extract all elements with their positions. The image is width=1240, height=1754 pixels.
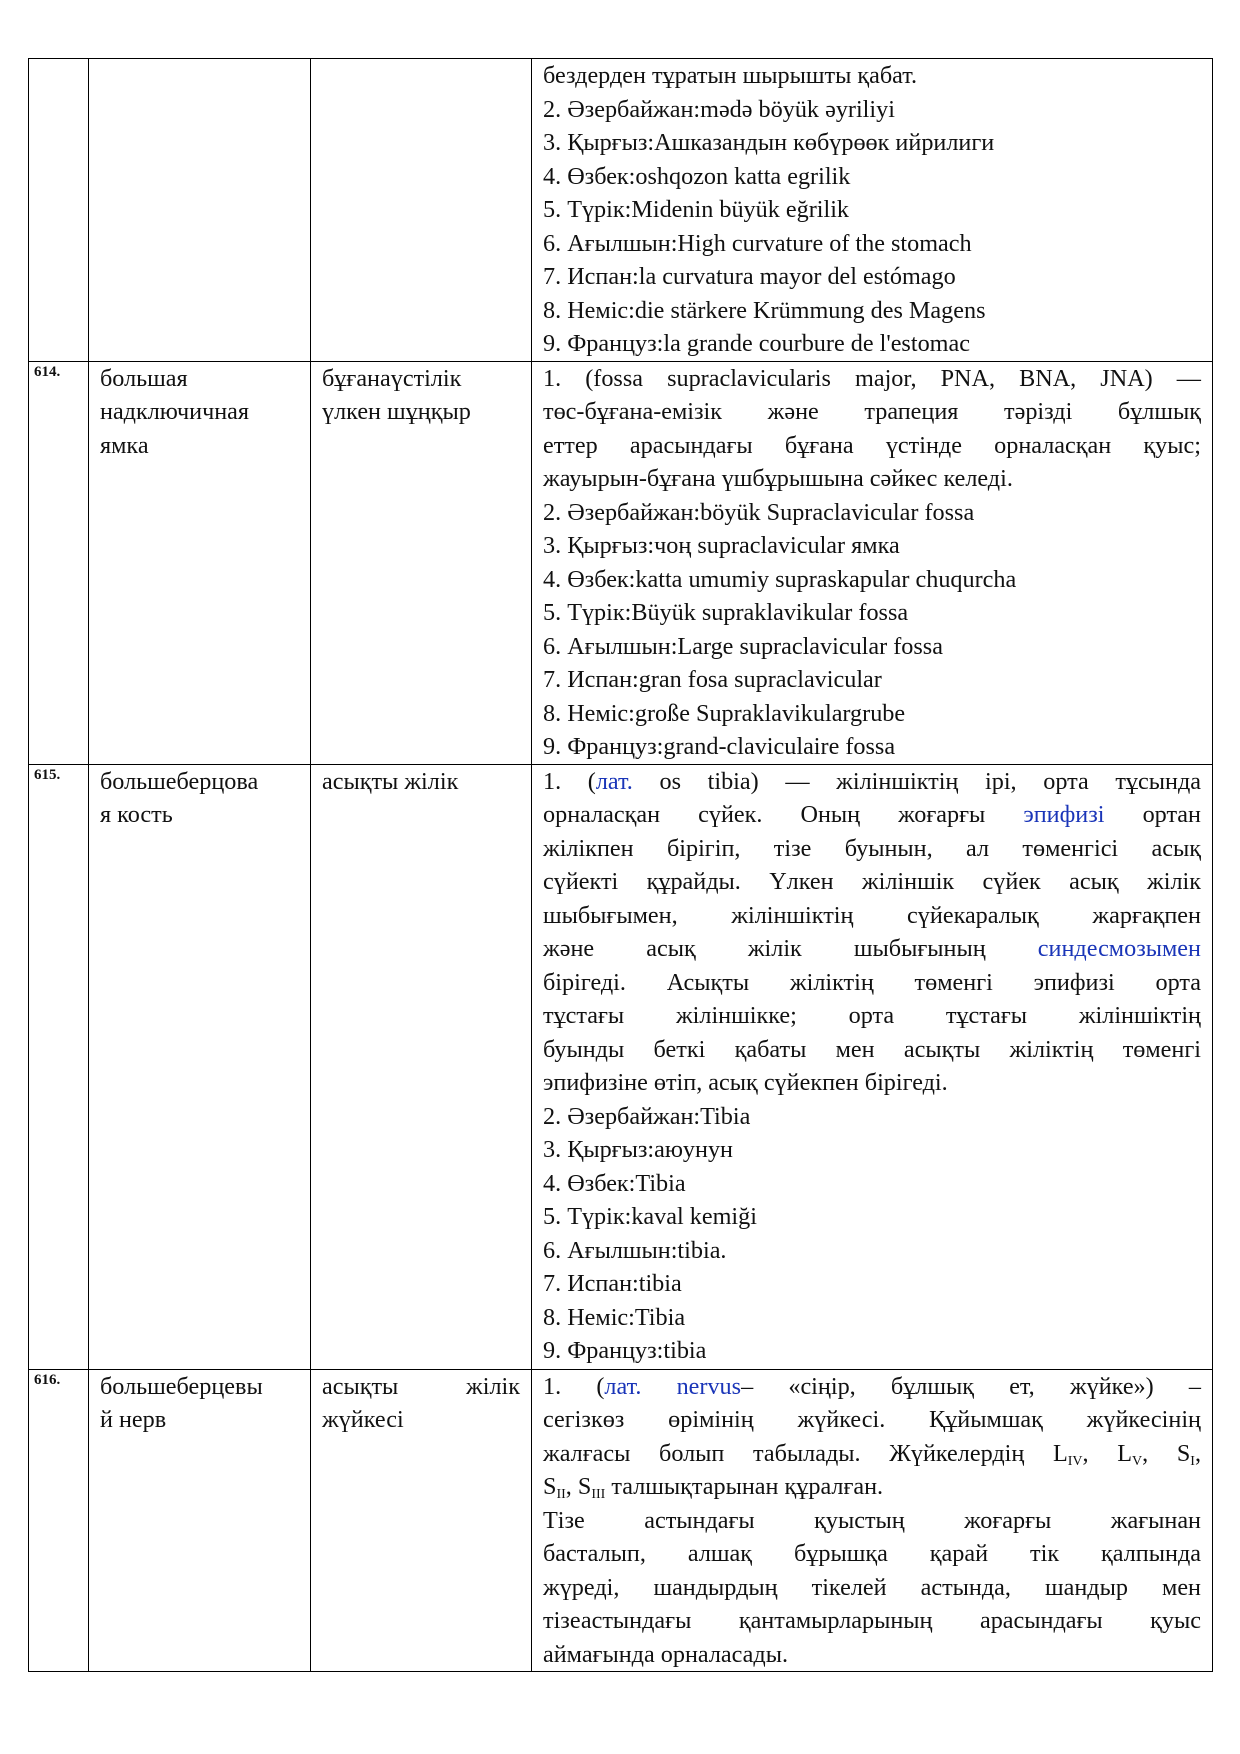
russian-term-line: й нерв <box>100 1406 167 1433</box>
russian-term-cell <box>89 1369 311 1672</box>
definition-line: басталып, алшақ бұрышқа қарай тік қалпында <box>543 1540 1201 1567</box>
russian-term-cell <box>89 361 311 764</box>
definition-line: және асық жілік шыбығының синдесмозымен <box>543 935 1201 962</box>
nervus-link[interactable]: nervus <box>676 1372 742 1400</box>
russian-term-line: большая <box>100 364 188 392</box>
definition-line: төс-бұғана-емізік және трапеция тәрізді бұлшық <box>543 398 1201 425</box>
definition-line: бездерден тұратын шырышты қабат. <box>543 62 918 89</box>
translation-line: 8. Неміс:große Supraklavikulargrube <box>543 699 906 727</box>
translation-line: 5. Түрік:Büyük supraklavikular fossa <box>543 599 909 626</box>
translation-line: 6. Ағылшын:tibia. <box>543 1236 727 1264</box>
translation-line: 8. Неміс:Tibia <box>543 1303 686 1331</box>
definition-line: тізеастындағы қантамырларының арасындағы қуыс <box>543 1607 1201 1634</box>
definition-line: эпифизіне өтіп, асық сүйекпен бірігеді. <box>543 1069 948 1096</box>
russian-term-cell <box>89 59 311 362</box>
table-row <box>29 59 1213 362</box>
translation-line: 3. Қырғыз:аюунун <box>543 1136 733 1163</box>
row-number-cell <box>29 59 89 362</box>
glossary-table <box>28 58 1213 1672</box>
syndesmosis-link[interactable]: синдесмозымен <box>1037 935 1201 962</box>
kazakh-term-cell <box>311 361 532 764</box>
translation-line: 4. Өзбек:oshqozon katta egrilik <box>543 162 851 190</box>
definition-line: сүйекті құрайды. Үлкен жіліншік сүйек асық жілік <box>543 868 1201 895</box>
russian-term-cell <box>89 764 311 1369</box>
translation-line: 3. Қырғыз:чоң supraclavicular ямка <box>543 532 900 559</box>
definition-line: жауырын-бұғана үшбұрышына сәйкес келеді. <box>543 465 1013 492</box>
russian-term-line: я кость <box>100 801 173 828</box>
kazakh-term-line: үлкен шұңқыр <box>322 398 471 425</box>
definition-line: тұстағы жіліншікке; орта тұстағы жіліншіктің <box>543 1002 1201 1029</box>
definition-cell <box>532 1369 1213 1672</box>
definition-line: Тізе астындағы қуыстың жоғарғы жағынан <box>543 1506 1201 1534</box>
translation-line: 9. Француз:grand-claviculaire fossa <box>543 733 896 760</box>
definition-line: жүреді, шандырдың тікелей астында, шандыр мен <box>543 1573 1201 1601</box>
kazakh-term-line: асықты жілік <box>322 767 459 795</box>
kazakh-term-line: бұғанаүстілік <box>322 364 462 392</box>
row-number-cell: 616. <box>29 1369 89 1672</box>
definition-line: буынды беткі қабаты мен асықты жіліктің төменгі <box>543 1035 1201 1063</box>
row-number-cell: 614. <box>29 361 89 764</box>
definition-cell <box>532 59 1213 362</box>
epiphysis-link[interactable]: эпифизі <box>1023 801 1105 828</box>
translation-line: 6. Ағылшын:High curvature of the stomach <box>543 229 972 257</box>
definition-line: шыбығымен, жіліншіктің сүйекаралық жарғақпен <box>543 901 1201 929</box>
latin-abbr-link[interactable]: лат. <box>604 1372 642 1400</box>
definition-line: $S_{II}$, $S_{III}$ талшықтарынан құралған. <box>543 1473 884 1502</box>
translation-line: 2. Әзербайжан:böyük Supraclavicular fossa <box>543 498 975 526</box>
translation-line: 5. Түрік:kaval kemiği <box>543 1203 757 1230</box>
row-number-cell: 615. <box>29 764 89 1369</box>
definition-line: сегізкөз өрімінің жүйкесі. Құйымшақ жүйкесінің <box>543 1406 1201 1433</box>
table-row <box>29 764 1213 1369</box>
kazakh-term-line: асықты жілік <box>322 1372 520 1400</box>
translation-line: 6. Ағылшын:Large supraclavicular fossa <box>543 632 943 660</box>
translation-line: 9. Француз:la grande courbure de l'estomac <box>543 330 970 357</box>
definition-line: 1. (лат. os tibia) — жіліншіктің ірі, орта тұсында <box>543 767 1201 795</box>
translation-line: 2. Әзербайжан:mədə böyük əyriliyi <box>543 95 895 123</box>
russian-term-line: большеберцевы <box>100 1372 263 1400</box>
translation-line: 5. Түрік:Midenin büyük eğrilik <box>543 196 850 223</box>
russian-term-line: ямка <box>100 431 149 459</box>
translation-line: 7. Испан:tibia <box>543 1270 682 1297</box>
kazakh-term-cell <box>311 1369 532 1672</box>
translation-line: 4. Өзбек:Tibia <box>543 1169 686 1197</box>
definition-cell <box>532 764 1213 1369</box>
latin-abbr-link[interactable]: лат. <box>595 767 633 795</box>
russian-term-line: надключичная <box>100 398 250 425</box>
definition-line: аймағында орналасады. <box>543 1640 789 1668</box>
definition-line: 1. (лат. nervus– «сіңір, бұлшық ет, жүйке») – <box>543 1372 1201 1400</box>
translation-line: 7. Испан:la curvatura mayor del estómago <box>543 263 956 290</box>
definition-cell <box>532 361 1213 764</box>
kazakh-term-cell <box>311 59 532 362</box>
translation-line: 9. Француз:tibia <box>543 1337 707 1364</box>
definition-line: жілікпен бірігіп, тізе буынын, ал төменгісі асық <box>543 834 1201 862</box>
translation-line: 4. Өзбек:katta umumiy supraskapular chuqurcha <box>543 565 1017 593</box>
kazakh-term-line: жүйкесі <box>322 1406 404 1433</box>
definition-line: бірігеді. Асықты жіліктің төменгі эпифизі орта <box>543 968 1201 996</box>
definition-line: еттер арасындағы бұғана үстінде орналасқан қуыс; <box>543 431 1201 459</box>
table-row <box>29 361 1213 764</box>
russian-term-line: большеберцова <box>100 767 259 795</box>
definition-line: 1. (fossa supraclavicularis major, PNA, BNA, JNA) — <box>543 364 1201 392</box>
translation-line: 7. Испан:gran fosa supraclavicular <box>543 666 882 693</box>
translation-line: 2. Әзербайжан:Tibia <box>543 1102 751 1130</box>
table-row <box>29 1369 1213 1672</box>
kazakh-term-cell <box>311 764 532 1369</box>
definition-line: орналасқан сүйек. Оның жоғарғы эпифизі ортан <box>543 801 1201 828</box>
translation-line: 3. Қырғыз:Ашказандын көбүрөөк ийрилиги <box>543 129 995 156</box>
translation-line: 8. Неміс:die stärkere Krümmung des Magens <box>543 296 986 324</box>
definition-line: жалғасы болып табылады. Жүйкелердің $L_{IV}$, $L_V$, $S_I$, <box>543 1439 1201 1469</box>
